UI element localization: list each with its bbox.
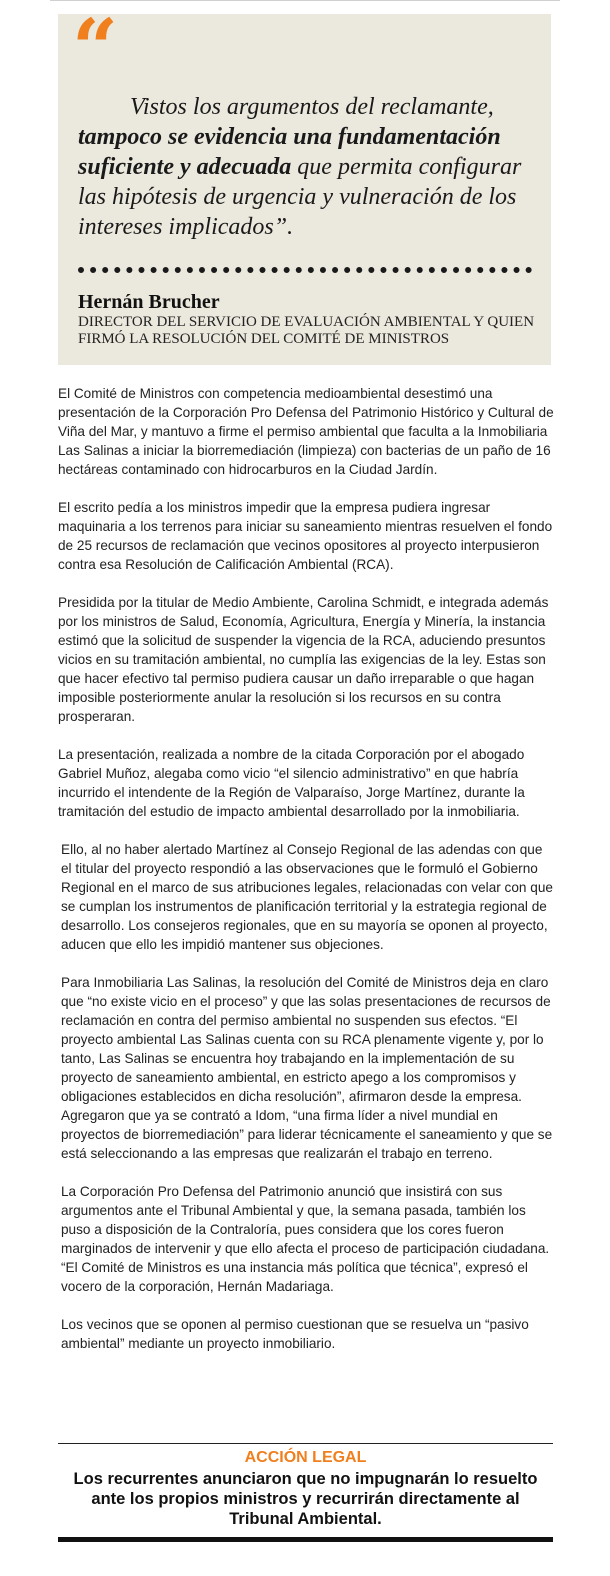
top-divider — [50, 0, 560, 1]
quote-text-bold: tampoco se evidencia una fundamentación suficiente y adecuada — [78, 124, 501, 180]
article-paragraph-8: Los vecinos que se oponen al permiso cuestionan que se resuelva un “pasivo ambiental” mediante un proyecto inmobiliario. — [61, 1317, 529, 1351]
quote-author-role: DIRECTOR DEL SERVICIO DE EVALUACIÓN AMBIENTAL Y QUIEN FIRMÓ LA RESOLUCIÓN DEL COMITÉ DE MINISTROS — [78, 314, 535, 347]
article-paragraph-2: El escrito pedía a los ministros impedir que la empresa pudiera ingresar maquinaria a los terrenos para iniciar su saneamiento mientras resuelven el fondo de 25 recursos de reclamación que vecinos opositores al proyecto interpusieron contra esa Resolución de Calificación Ambiental (RCA). — [58, 500, 553, 572]
article-body — [58, 384, 554, 1372]
legal-action-text: Los recurrentes anunciaron que no impugnarán lo resuelto ante los propios ministros y recurrirán directamente al Tribunal Ambiental. — [73, 1470, 538, 1528]
quote-text — [78, 92, 538, 242]
legal-action-title: ACCIÓN LEGAL — [244, 1449, 367, 1466]
quote-mark-icon: “ — [72, 1, 119, 95]
quote-text-end: que permita configurar las hipótesis de urgencia y vulneración de los intereses implicados”. — [78, 154, 522, 240]
article-paragraph-7: La Corporación Pro Defensa del Patrimonio anunció que insistirá con sus argumentos ante el Tribunal Ambiental y que, la semana pasada, también los puso a disposición de la Contraloría, pues considera que los cores fueron marginados de intervenir y que ello afecta el proceso de participación ciudadana. “El Comité de Ministros es una instancia más política que técnica”, expresó el vocero de la corporación, Hernán Madariaga. — [61, 1184, 550, 1294]
legal-action-box — [58, 1443, 553, 1529]
article-paragraph-6: Para Inmobiliaria Las Salinas, la resolución del Comité de Ministros deja en claro que “no existe vicio en el proceso” y que las solas presentaciones de recursos de reclamación en contra del permiso ambiental no suspenden sus efectos. “El proyecto ambiental Las Salinas cuenta con su RCA plenamente vigente y, por lo tanto, Las Salinas se encuentra hoy trabajando en la implementación de su proyecto de saneamiento ambiental, en estricto apego a los compromisos y obligaciones establecidos en dicha resolución”, afirmaron desde la empresa. Agregaron que ya se contrató a Idom, “una firma líder a nivel mundial en proyectos de biorremediación” para liderar técnicamente el saneamiento y que se está seleccionando a las empresas que realizarán el trabajo en terreno. — [61, 975, 553, 1161]
bottom-rule — [58, 1537, 553, 1542]
article-paragraph-5: Ello, al no haber alertado Martínez al Consejo Regional de las adendas con que el titular del proyecto respondió a las observaciones que le formuló el Gobierno Regional en el marco de sus atribuciones legales, relacionadas con velar con que se cumplan los instrumentos de planificación territorial y la estrategia regional de desarrollo. Los consejeros regionales, que en su mayoría se oponen al proyecto, aducen que ello les impidió mantener sus objeciones. — [61, 842, 553, 952]
article-paragraph-3: Presidida por la titular de Medio Ambiente, Carolina Schmidt, e integrada además por los ministros de Salud, Economía, Agricultura, Energía y Minería, la instancia estimó que la solicitud de suspender la vigencia de la RCA, aduciendo presuntos vicios en su tramitación ambiental, no cumplía las exigencias de la ley. Estas son que hacer efectivo tal permiso pudiera causar un daño irreparable o que hagan imposible posteriormente anular la resolución si los recursos en su contra prosperaran. — [58, 595, 549, 724]
article-paragraph-1: El Comité de Ministros con competencia medioambiental desestimó una presentación de la Corporación Pro Defensa del Patrimonio Histórico y Cultural de Viña del Mar, y mantuvo a firme el permiso ambiental que faculta a la Inmobiliaria Las Salinas a iniciar la biorremediación (limpieza) con bacterias de un paño de 16 hectáreas contaminado con hidrocarburos en la Ciudad Jardín. — [58, 386, 554, 477]
quote-text-start: Vistos los argumentos del reclamante, — [130, 94, 494, 120]
article-paragraph-4: La presentación, realizada a nombre de la citada Corporación por el abogado Gabriel Muñoz, alegaba como vicio “el silencio administrativo” en que habría incurrido el intendente de la Región de Valparaíso, Jorge Martínez, durante la tramitación del estudio de impacto ambiental desarrollado por la inmobiliaria. — [58, 747, 525, 819]
quote-author-name: Hernán Brucher — [78, 291, 220, 313]
dotted-divider — [78, 267, 532, 279]
pull-quote — [58, 1, 551, 365]
